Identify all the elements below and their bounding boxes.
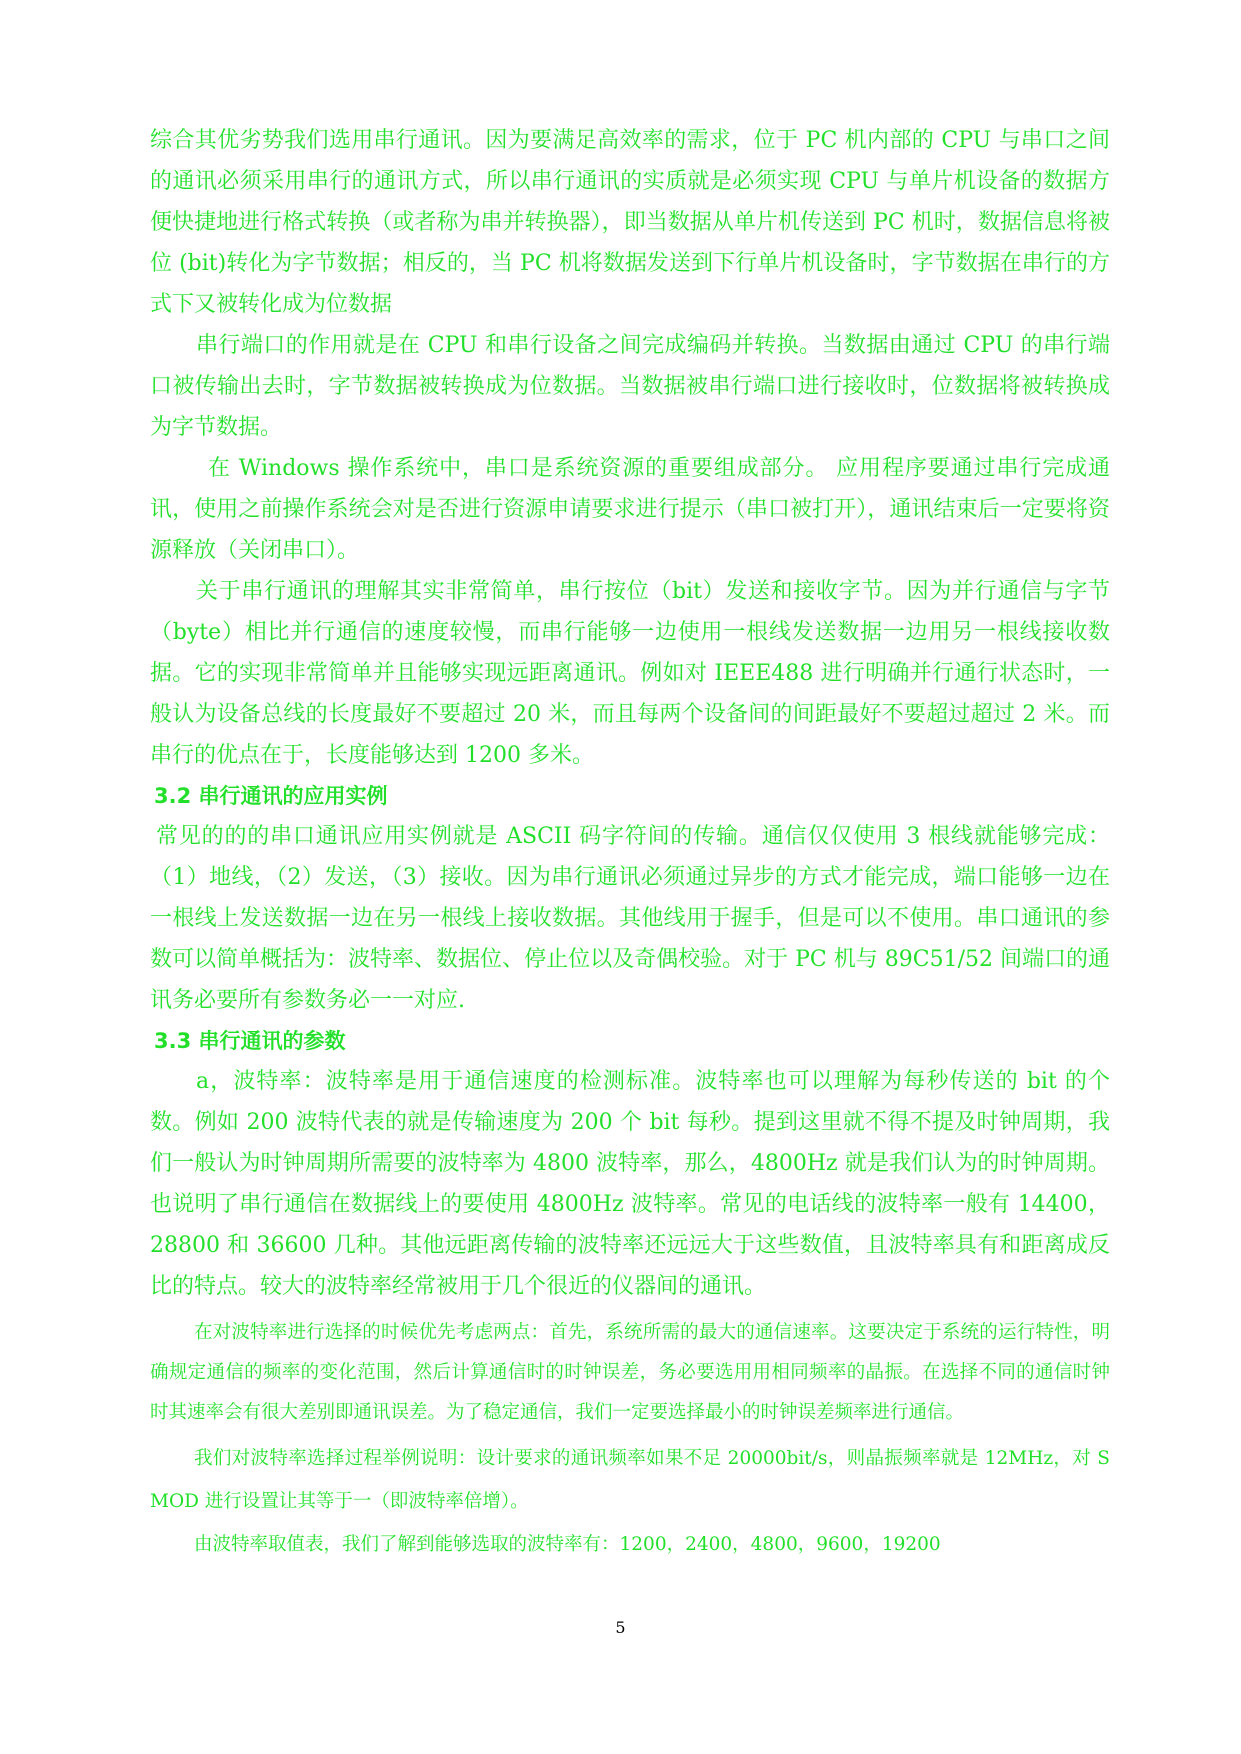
page-number: 5 bbox=[615, 1618, 626, 1637]
paragraph-baud-values: 由波特率取值表，我们了解到能够选取的波特率有：1200，2400，4800，9600，19200 bbox=[194, 1534, 941, 1555]
paragraph-baud-selection: 在对波特率进行选择的时候优先考虑两点：首先，系统所需的最大的通信速率。这要决定于系统的运行特性，明确规定通信的频率的变化范围，然后计算通信时的时钟误差，务必要选用用相同频率的晶振。在选择不同的通信时钟时其速率会有很大差别即通讯误差。为了稳定通信，我们一定要选择最小的时钟误差频率进行通信。 bbox=[150, 1322, 1110, 1423]
paragraph-baud-rate: a，波特率：波特率是用于通信速度的检测标准。波特率也可以理解为每秒传送的 bit 的个数。例如 200 波特代表的就是传输速度为 200 个 bit 每秒。提到这里就不得不提及时钟周期，我们一般认为时钟周期所需要的波特率为 4800 波特率，那么，4800Hz 就是我们认为的时钟周期。也说明了串行通信在数据线上的要使用 4800Hz 波特率。常见的电话线的波特率一般有 14400，28800 和 36600 几种。其他远距离传输的波特率还远远大于这些数值，且波特率具有和距离成反比的特点。较大的波特率经常被用于几个很近的仪器间的通讯。 bbox=[150, 1069, 1110, 1299]
paragraph-serial-choice: 综合其优劣势我们选用串行通讯。因为要满足高效率的需求，位于 PC 机内部的 CPU 与串口之间的通讯必须采用串行的通讯方式，所以串行通讯的实质就是必须实现 CPU 与单片机设备的数据方便快捷地进行格式转换（或者称为串并转换器），即当数据从单片机传送到 PC 机时，数据信息将被位 (bit)转化为字节数据；相反的，当 PC 机将数据发送到下行单片机设备时，字节数据在串行的方式下又被转化成为位数据 bbox=[150, 128, 1110, 317]
paragraph-windows-serial: 在 Windows 操作系统中，串口是系统资源的重要组成部分。 应用程序要通过串行完成通讯，使用之前操作系统会对是否进行资源申请要求进行提示（串口被打开），通讯结束后一定要将资源释放（关闭串口）。 bbox=[150, 456, 1110, 563]
paragraph-baud-example: 我们对波特率选择过程举例说明：设计要求的通讯频率如果不足 20000bit/s，则晶振频率就是 12MHz，对 SMOD 进行设置让其等于一（即波特率倍增）。 bbox=[150, 1448, 1110, 1512]
paragraph-application-example: 常见的的的串口通讯应用实例就是 ASCII 码字符间的传输。通信仅仅使用 3 根线就能够完成：（1）地线，（2）发送，（3）接收。因为串行通讯必须通过异步的方式才能完成，端口能够一边在一根线上发送数据一边在另一根线上接收数据。其他线用于握手，但是可以不使用。串口通讯的参数可以简单概括为：波特率、数据位、停止位以及奇偶校验。对于 PC 机与 89C51/52 间端口的通讯务必要所有参数务必一一对应. bbox=[150, 824, 1110, 1013]
section-heading-3-3: 3.3 串行通讯的参数 bbox=[154, 1029, 346, 1053]
paragraph-serial-understanding: 关于串行通讯的理解其实非常简单，串行按位（bit）发送和接收字节。因为并行通信与字节（byte）相比并行通信的速度较慢，而串行能够一边使用一根线发送数据一边用另一根线接收数据。它的实现非常简单并且能够实现远距离通讯。例如对 IEEE488 进行明确并行通行状态时，一般认为设备总线的长度最好不要超过 20 米，而且每两个设备间的间距最好不要超过超过 2 米。而串行的优点在于，长度能够达到 1200 多米。 bbox=[150, 579, 1110, 768]
paragraph-serial-port-role: 串行端口的作用就是在 CPU 和串行设备之间完成编码并转换。当数据由通过 CPU 的串行端口被传输出去时，字节数据被转换成为位数据。当数据被串行端口进行接收时，位数据将被转换成为字节数据。 bbox=[150, 333, 1110, 440]
page-content bbox=[150, 120, 1110, 1566]
section-heading-3-2: 3.2 串行通讯的应用实例 bbox=[154, 784, 388, 808]
